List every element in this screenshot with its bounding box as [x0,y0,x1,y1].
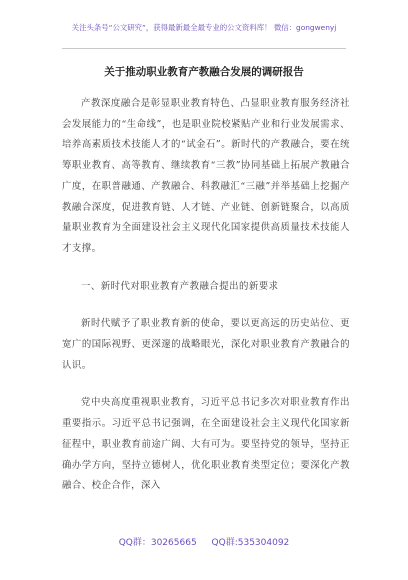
header-divider [62,48,346,49]
footer-qq-group-1: QQ群：30265665 [118,538,197,548]
paragraph-intro: 产教深度融合是彰显职业教育特色、凸显职业教育服务经济社会发展能力的“生命线”，也是职业院校紧贴产业和行业发展需求、培养高素质技术技能人才的“试金石”。新时代的产教融合，要在统筹职业教育、高等教育、继续教育“三教”协同基础上拓展产教融合广度，在职普融通、产教融合、科教融汇“三融”并举基础上挖掘产教融合深度，促进教育链、人才链、产业链、创新链聚合，以高质量职业教育为全面建设社会主义现代化国家提供高质量技术技能人才支撑。 [62,98,350,254]
document-body [62,94,350,514]
footer [0,535,408,548]
section-heading: 一、新时代对职业教育产教融合提出的新要求 [81,280,279,292]
paragraph-mission: 新时代赋予了职业教育新的使命，要以更高远的历史站位、更宽广的国际视野、更深邃的战略眼光，深化对职业教育产教融合的认识。 [62,318,350,371]
paragraph-party-central: 党中央高度重视职业教育，习近平总书记多次对职业教育作出重要指示。习近平总书记强调，在全面建设社会主义现代化国家新征程中，职业教育前途广阔、大有可为。要坚持党的领导，坚持正确办学方向，坚持立德树人，优化职业教育类型定位；要深化产教融合、校企合作，深入 [62,397,350,492]
header-notice: 关注头条号“公文研究”，获得最新最全最专业的公文资料库！ 微信：gongwenyj [71,23,337,32]
footer-qq-group-2: QQ群:535304092 [211,538,290,548]
document-title: 关于推动职业教育产教融合发展的调研报告 [104,66,304,78]
